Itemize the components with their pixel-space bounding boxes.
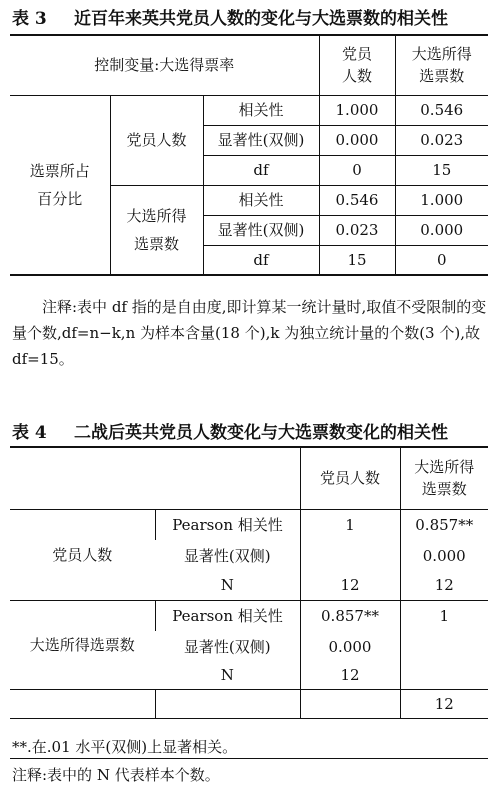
table4-cell: 12 — [400, 571, 488, 600]
table3-stat: 显著性(双侧) — [203, 215, 319, 245]
table4-cell: 1 — [300, 509, 400, 540]
table4-corner — [10, 447, 300, 509]
table4-group-name: 大选所得选票数 — [10, 600, 155, 689]
table3 — [10, 34, 488, 276]
table4-stat: Pearson 相关性 — [155, 600, 300, 631]
table3-caption — [12, 4, 448, 29]
table4-cell: 12 — [400, 689, 488, 718]
table3-cell: 0.023 — [395, 125, 488, 155]
table4-cell: 0.857** — [300, 600, 400, 631]
table4 — [10, 446, 488, 719]
table-row — [10, 509, 488, 540]
table3-label: 表 3 — [12, 9, 47, 29]
table4-caption — [12, 418, 448, 443]
table4-note: 注释:表中的 N 代表样本个数。 — [12, 766, 220, 784]
table3-stat: df — [203, 155, 319, 185]
table3-group-name: 大选所得选票数 — [110, 185, 203, 275]
table4-col2-header: 大选所得选票数 — [400, 447, 488, 509]
table4-footnote: **.在.01 水平(双侧)上显著相关。 — [12, 738, 238, 756]
table4-cell — [300, 540, 400, 571]
table-row — [10, 689, 488, 718]
table4-cell: 12 — [300, 571, 400, 600]
table4-stat — [155, 689, 300, 718]
table3-header-row — [10, 35, 488, 95]
table4-stat: N — [220, 576, 234, 595]
table4-cell: 12 — [300, 662, 400, 689]
table3-stat: 显著性(双侧) — [203, 125, 319, 155]
table3-stat: 相关性 — [203, 95, 319, 125]
table4-stat: N — [220, 666, 234, 685]
table3-cell: 15 — [395, 155, 488, 185]
table4-stat: 显著性(双侧) — [183, 637, 271, 656]
table3-cell: 0 — [319, 155, 395, 185]
table4-cell — [300, 689, 400, 718]
table4-cell — [400, 662, 488, 689]
table4-cell: 1 — [400, 600, 488, 631]
table4-cell: 0.857** — [400, 509, 488, 540]
table3-cell: 0.000 — [395, 215, 488, 245]
table4-col1-header: 党员人数 — [300, 447, 400, 509]
table3-cell: 0.546 — [319, 185, 395, 215]
table-row — [10, 95, 488, 125]
divider — [10, 758, 488, 759]
table3-row-group: 选票所占百分比 — [10, 95, 110, 275]
table-row — [10, 600, 488, 631]
table3-col1-header: 党员人数 — [319, 35, 395, 95]
table3-note: 注释:表中 df 指的是自由度,即计算某一统计量时,取值不受限制的变量个数,df=n−k,n 为样本含量(18 个),k 为独立统计量的个数(3 个),故 df=15。 — [12, 298, 487, 368]
table3-control-variable: 控制变量:大选得票率 — [10, 35, 319, 95]
table4-stat: 显著性(双侧) — [183, 546, 271, 565]
table3-group-name: 党员人数 — [110, 95, 203, 185]
table3-stat: df — [203, 245, 319, 275]
table3-stat: 相关性 — [203, 185, 319, 215]
table3-cell: 0.023 — [319, 215, 395, 245]
table3-col2-header: 大选所得选票数 — [395, 35, 488, 95]
table4-cell: 0.000 — [300, 631, 400, 662]
table4-header-row — [10, 447, 488, 509]
table4-group-name: 党员人数 — [10, 509, 155, 600]
table4-stat: Pearson 相关性 — [155, 509, 300, 540]
table4-label: 表 4 — [12, 423, 47, 443]
table4-cell — [10, 689, 155, 718]
table4-cell: 0.000 — [400, 540, 488, 571]
table4-title: 二战后英共党员人数变化与大选票数变化的相关性 — [74, 423, 448, 443]
table3-cell: 0.000 — [319, 125, 395, 155]
table3-title: 近百年来英共党员人数的变化与大选票数的相关性 — [74, 9, 448, 29]
table3-cell: 1.000 — [319, 95, 395, 125]
table3-cell: 0.546 — [395, 95, 488, 125]
table3-cell: 1.000 — [395, 185, 488, 215]
table3-cell: 15 — [319, 245, 395, 275]
table3-cell: 0 — [395, 245, 488, 275]
table4-cell — [400, 631, 488, 662]
